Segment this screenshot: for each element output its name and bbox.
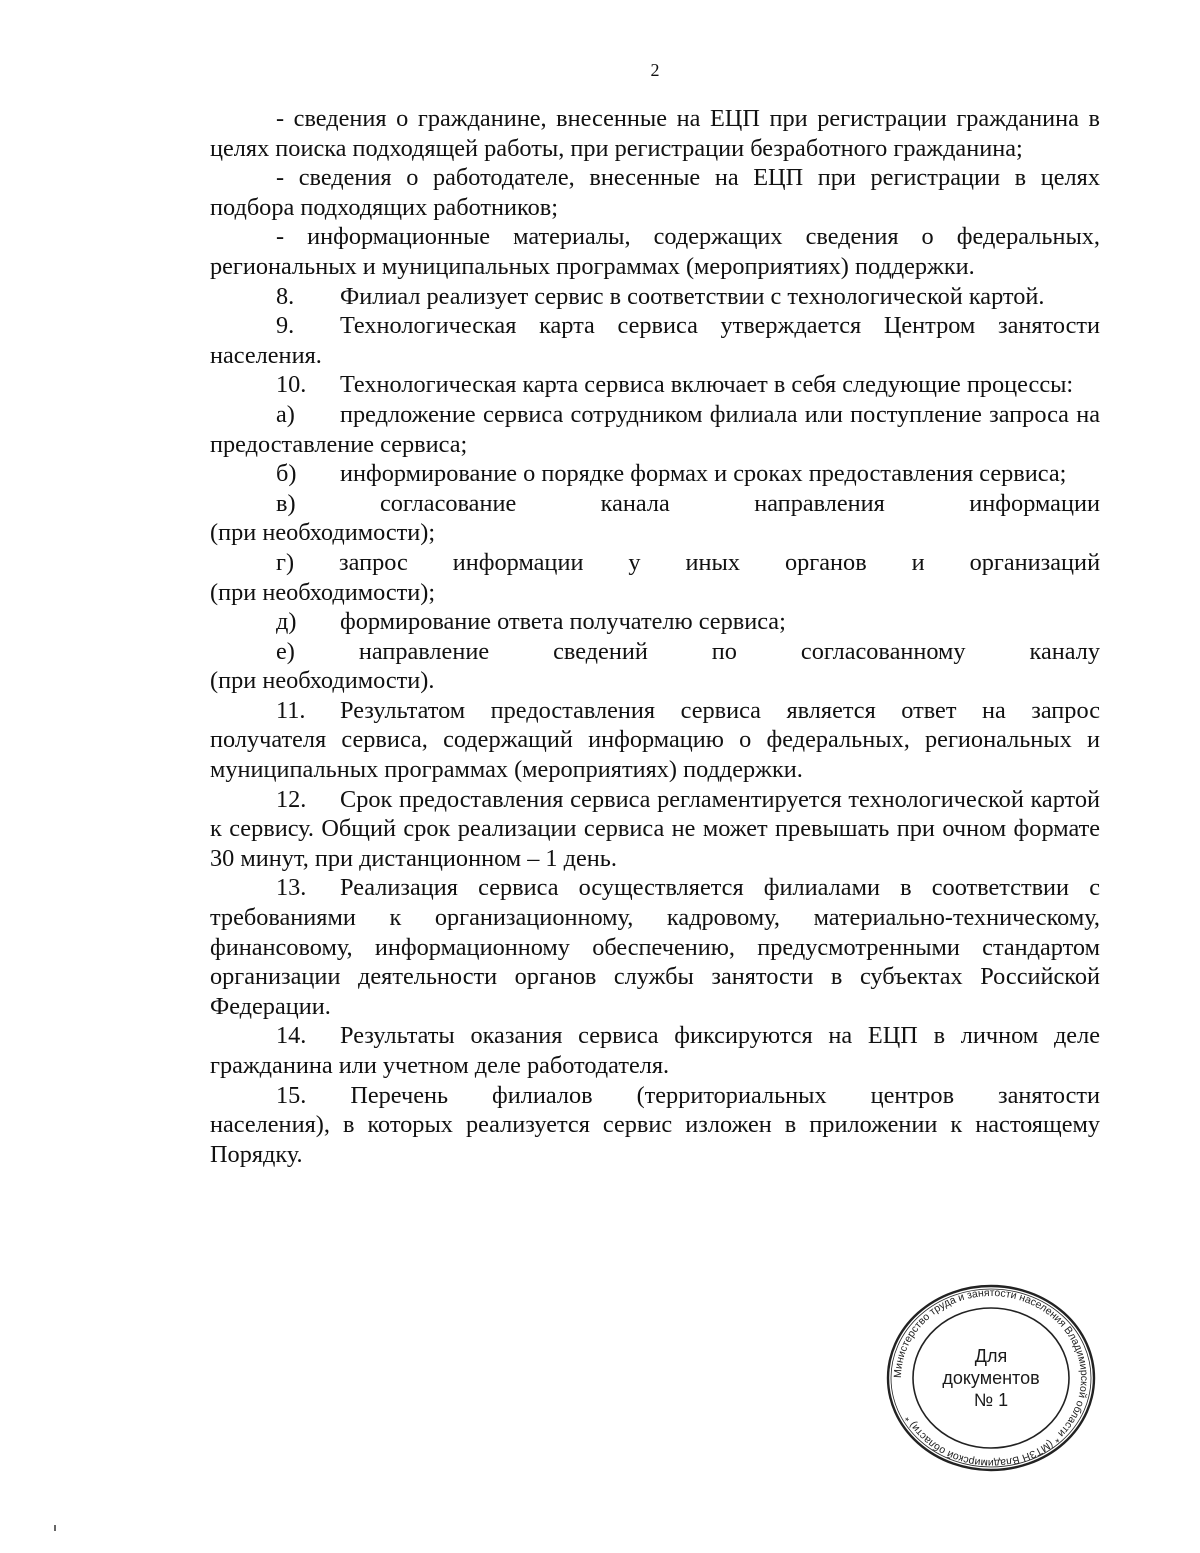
subitem-d <box>210 607 1100 637</box>
stamp-line-3: № 1 <box>973 1390 1009 1410</box>
item-number: 11. <box>276 696 306 724</box>
word: направления <box>754 489 885 517</box>
word: направление <box>358 637 490 665</box>
subitem-first-line <box>210 637 1100 667</box>
bullet-employer-info: - сведения о работодателе, внесенные на ЕЦП при регистрации в целях подбора подходящих работников; <box>210 164 1100 221</box>
word: (территориальных <box>636 1081 827 1109</box>
word: информации <box>452 548 584 576</box>
subitem-label: в) <box>276 489 296 517</box>
item-number: 10. <box>276 371 307 399</box>
word: иных <box>685 548 741 576</box>
item-9 <box>210 311 1100 370</box>
subitem-g <box>210 548 1100 607</box>
item-text: Технологическая карта сервиса включает в себя следующие процессы: <box>340 371 1074 399</box>
word: организаций <box>969 548 1101 576</box>
item-text: Филиал реализует сервис в соответствии с технологической картой. <box>340 282 1045 310</box>
stamp-line-2: документов <box>942 1368 1040 1388</box>
bullet-citizen-info: - сведения о гражданине, внесенные на ЕЦП при регистрации гражданина в целях поиска подходящей работы, при регистрации безработного гражданина; <box>210 105 1100 162</box>
bullet-info-materials: - информационные материалы, содержащих сведения о федеральных, региональных и муниципальных программах (мероприятиях) поддержки. <box>210 223 1100 280</box>
item-14 <box>210 1021 1100 1080</box>
subitem-text: информирование о порядке формах и сроках предоставления сервиса; <box>340 460 1067 488</box>
page-number: 2 <box>650 60 660 80</box>
document-body <box>210 104 1100 1169</box>
word: и <box>911 548 925 576</box>
item-10 <box>210 370 1100 400</box>
subitem-label: д) <box>276 608 297 636</box>
subitem-first-line <box>210 548 1100 578</box>
item-text: Реализация сервиса осуществляется филиалами в соответствии с требованиями к организационному, кадровому, материально-техническому, финансовому, информационному обеспечению, предусмотренными стандартом организации деятельности органов службы занятости в субъектах Российской Федерации. <box>210 874 1100 1020</box>
stamp-ring-text: Министерство труда и занятости населения Владимирской области * (МТЗН Владимирской области) * <box>891 1286 1091 1470</box>
scan-mark <box>54 1525 56 1531</box>
word: согласованному <box>800 637 966 665</box>
subitem-first-line <box>210 489 1100 519</box>
item-13 <box>210 873 1100 1021</box>
item-8 <box>210 282 1100 312</box>
subitem-v <box>210 489 1100 548</box>
word: канала <box>600 489 670 517</box>
word: запрос <box>339 548 408 576</box>
item-number: 14. <box>276 1022 307 1050</box>
subitem-label: б) <box>276 460 297 488</box>
official-stamp <box>885 1283 1097 1473</box>
item-15 <box>210 1081 1100 1170</box>
word: у <box>628 548 641 576</box>
word: Перечень <box>350 1081 449 1109</box>
word: органов <box>785 548 867 576</box>
word: филиалов <box>492 1081 593 1109</box>
item-text: Технологическая карта сервиса утверждается Центром занятости населения. <box>210 312 1100 369</box>
item-11 <box>210 696 1100 785</box>
stamp-center-text <box>885 1283 1097 1473</box>
item-number: 13. <box>276 874 307 902</box>
word: по <box>711 637 737 665</box>
word: согласование <box>380 489 517 517</box>
item-number: 12. <box>276 785 307 813</box>
subitem-text: формирование ответа получателю сервиса; <box>340 608 786 636</box>
word: информации <box>969 489 1100 517</box>
stamp-line-1: Для <box>974 1346 1008 1366</box>
subitem-rest: (при необходимости); <box>210 578 436 606</box>
subitem-label: е) <box>276 637 295 665</box>
subitem-rest: (при необходимости). <box>210 667 435 695</box>
word: занятости <box>998 1081 1101 1109</box>
item-number: 9. <box>276 312 295 340</box>
subitem-label: г) <box>276 548 295 576</box>
subitem-a <box>210 400 1100 459</box>
word: сведений <box>553 637 648 665</box>
subitem-label: а) <box>276 400 295 428</box>
word: каналу <box>1029 637 1101 665</box>
item-number: 15. <box>276 1081 307 1109</box>
item-text: Срок предоставления сервиса регламентируется технологической картой к сервису. Общий срок реализации сервиса не может превышать при очном формате 30 минут, при дистанционном – 1 день. <box>210 785 1100 872</box>
subitem-e <box>210 637 1100 696</box>
word: центров <box>870 1081 955 1109</box>
item-rest: населения), в которых реализуется сервис изложен в приложении к настоящему Порядку. <box>210 1111 1100 1168</box>
subitem-rest: (при необходимости); <box>210 519 436 547</box>
item-12 <box>210 785 1100 874</box>
item-first-line <box>210 1081 1100 1111</box>
subitem-text: предложение сервиса сотрудником филиала или поступление запроса на предоставление сервиса; <box>210 400 1100 458</box>
item-text: Результатом предоставления сервиса является ответ на запрос получателя сервиса, содержащий информацию о федеральных, региональных и муниципальных программах (мероприятиях) поддержки. <box>210 696 1100 784</box>
item-text: Результаты оказания сервиса фиксируются на ЕЦП в личном деле гражданина или учетном деле работодателя. <box>210 1022 1100 1079</box>
item-number: 8. <box>276 282 295 310</box>
subitem-b <box>210 459 1100 489</box>
